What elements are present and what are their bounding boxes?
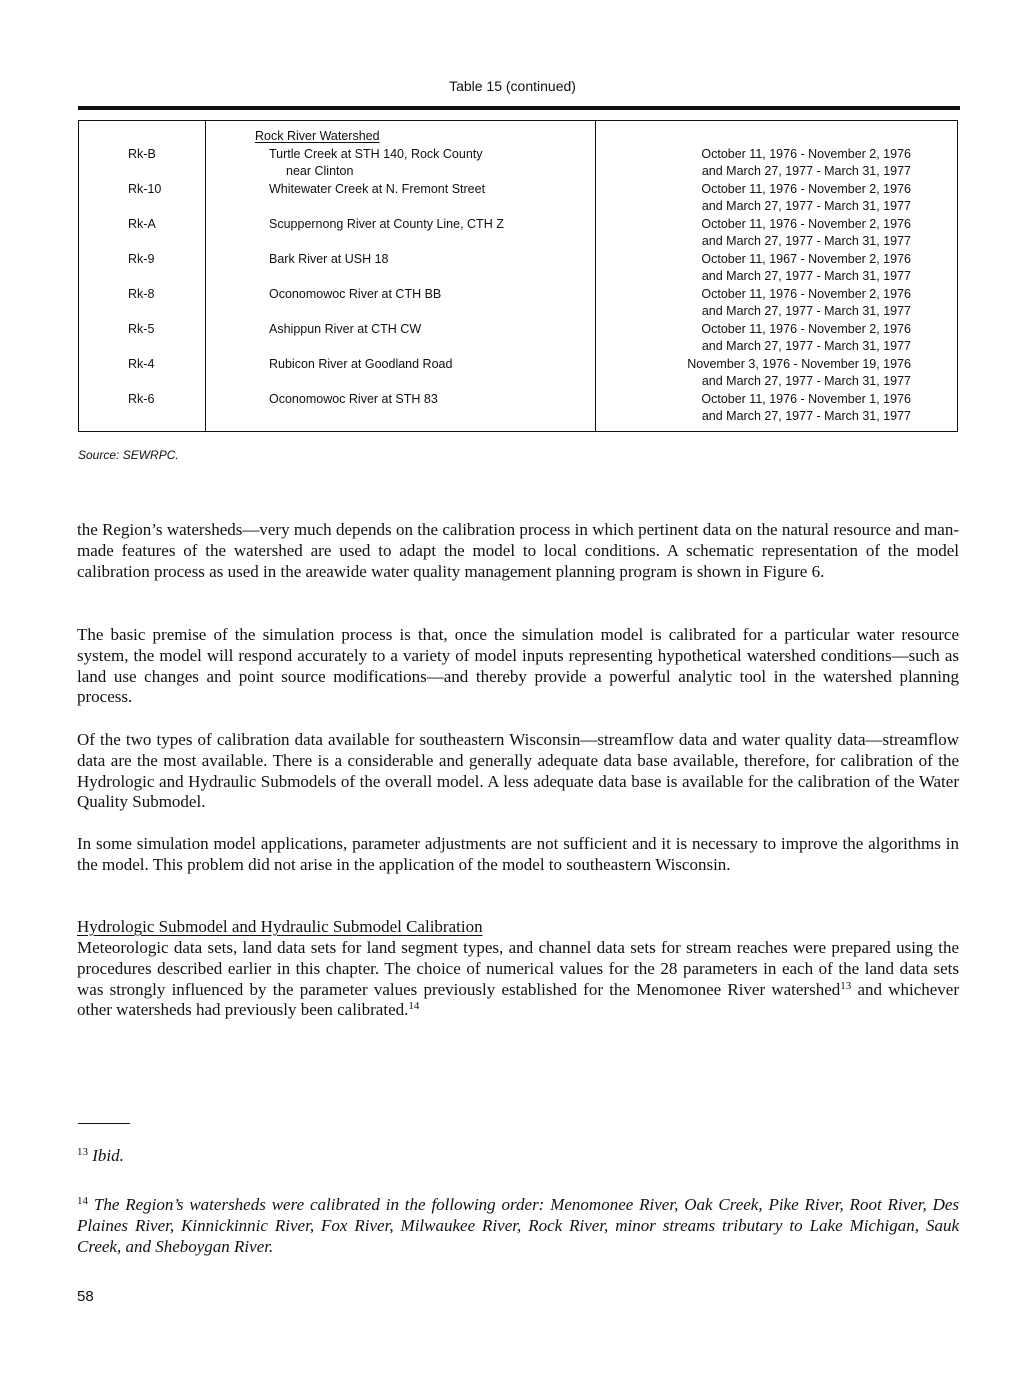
calibration-dates-cont: and March 27, 1977 - March 31, 1977: [701, 199, 911, 213]
calibration-dates: October 11, 1976 - November 2, 1976: [701, 147, 911, 161]
paragraph-text: Meteorologic data sets, land data sets for land segment types, and channel data sets for stream reaches were prepared using the procedures described earlier in this chapter. The choice of numerical values for the 28 parameters in each of the land data sets was strongly influenced by the parameter values previously established for the Menomonee River watershed: [77, 938, 959, 999]
station-id: Rk-6: [128, 392, 155, 406]
calibration-dates: October 11, 1967 - November 2, 1976: [701, 252, 911, 266]
footnote-number: 14: [77, 1195, 88, 1207]
station-id: Rk-8: [128, 287, 155, 301]
column-divider: [595, 121, 596, 431]
calibration-dates-cont: and March 27, 1977 - March 31, 1977: [701, 339, 911, 353]
station-location: Turtle Creek at STH 140, Rock County: [269, 147, 483, 161]
calibration-dates-cont: and March 27, 1977 - March 31, 1977: [701, 269, 911, 283]
table-title: Table 15 (continued): [449, 78, 576, 94]
footnote-text: The Region’s watersheds were calibrated in the following order: Menomonee River, Oak Creek, Pike River, Root River, Des Plaines River, Kinnickinnic River, Fox River, Milwaukee River, Rock River, minor streams tributary to Lake Michigan, Sauk Creek, and Sheboygan River.: [77, 1195, 960, 1256]
data-table: [78, 120, 958, 432]
body-paragraph: Of the two types of calibration data available for southeastern Wisconsin—streamflow data and water quality data—streamflow data are the most available. There is a considerable and generally adequate data base available, therefore, for calibration of the Hydrologic and Hydraulic Submodels of the overall model. A less adequate data base is available for the calibration of the Water Quality Submodel.: [77, 730, 959, 812]
calibration-dates: October 11, 1976 - November 2, 1976: [701, 322, 911, 336]
calibration-dates: October 11, 1976 - November 2, 1976: [701, 217, 911, 231]
body-paragraph: the Region’s watersheds—very much depends on the calibration process in which pertinent data on the natural resource and man-made features of the watershed are used to adapt the model to local conditions. A schematic representation of the model calibration process as used in the areawide water quality management planning program is shown in Figure 6.: [77, 520, 959, 581]
footnote-number: 13: [77, 1146, 88, 1158]
footnote-rule: [78, 1123, 130, 1124]
footnote-ref: 14: [408, 1000, 420, 1013]
station-location: Scuppernong River at County Line, CTH Z: [269, 217, 504, 231]
station-location: Ashippun River at CTH CW: [269, 322, 422, 336]
station-id: Rk-B: [128, 147, 156, 161]
calibration-dates-cont: and March 27, 1977 - March 31, 1977: [701, 164, 911, 178]
station-location: Oconomowoc River at CTH BB: [269, 287, 442, 301]
station-location: Rubicon River at Goodland Road: [269, 357, 453, 371]
body-paragraph: In some simulation model applications, parameter adjustments are not sufficient and it is necessary to improve the algorithms in the model. This problem did not arise in the application of the model to southeastern Wisconsin.: [77, 834, 959, 874]
calibration-dates: October 11, 1976 - November 2, 1976: [701, 287, 911, 301]
calibration-dates-cont: and March 27, 1977 - March 31, 1977: [701, 234, 911, 248]
station-location: Whitewater Creek at N. Fremont Street: [269, 182, 486, 196]
calibration-dates: November 3, 1976 - November 19, 1976: [687, 357, 911, 371]
section-heading: Hydrologic Submodel and Hydraulic Submodel Calibration: [77, 917, 483, 936]
footnote-ref: 13: [840, 979, 852, 992]
station-id: Rk-9: [128, 252, 155, 266]
column-divider: [205, 121, 206, 431]
calibration-dates: October 11, 1976 - November 1, 1976: [701, 392, 911, 406]
station-location: Bark River at USH 18: [269, 252, 389, 266]
station-id: Rk-5: [128, 322, 155, 336]
station-location: Oconomowoc River at STH 83: [269, 392, 438, 406]
station-id: Rk-10: [128, 182, 162, 196]
calibration-dates: October 11, 1976 - November 2, 1976: [701, 182, 911, 196]
station-location-cont: near Clinton: [286, 164, 354, 178]
table-source: Source: SEWRPC.: [78, 448, 179, 462]
calibration-dates-cont: and March 27, 1977 - March 31, 1977: [701, 304, 911, 318]
calibration-dates-cont: and March 27, 1977 - March 31, 1977: [701, 374, 911, 388]
watershed-title: Rock River Watershed: [255, 129, 380, 143]
body-paragraph: The basic premise of the simulation process is that, once the simulation model is calibrated for a particular water resource system, the model will respond accurately to a variety of model inputs representing hypothetical watershed conditions—such as land use changes and point source modifications—and thereby provide a powerful analytic tool in the watershed planning process.: [77, 625, 959, 707]
station-id: Rk-4: [128, 357, 155, 371]
footnote: [77, 1145, 959, 1166]
page-number: 58: [77, 1288, 94, 1305]
footnote-text: Ibid.: [92, 1146, 124, 1165]
table-top-rule: [78, 106, 960, 110]
calibration-dates-cont: and March 27, 1977 - March 31, 1977: [701, 409, 911, 423]
station-id: Rk-A: [128, 217, 156, 231]
body-paragraph: [77, 938, 959, 1021]
paragraph-text: and whichever other watersheds had previously been calibrated.: [77, 979, 959, 1020]
footnote: [77, 1194, 959, 1257]
